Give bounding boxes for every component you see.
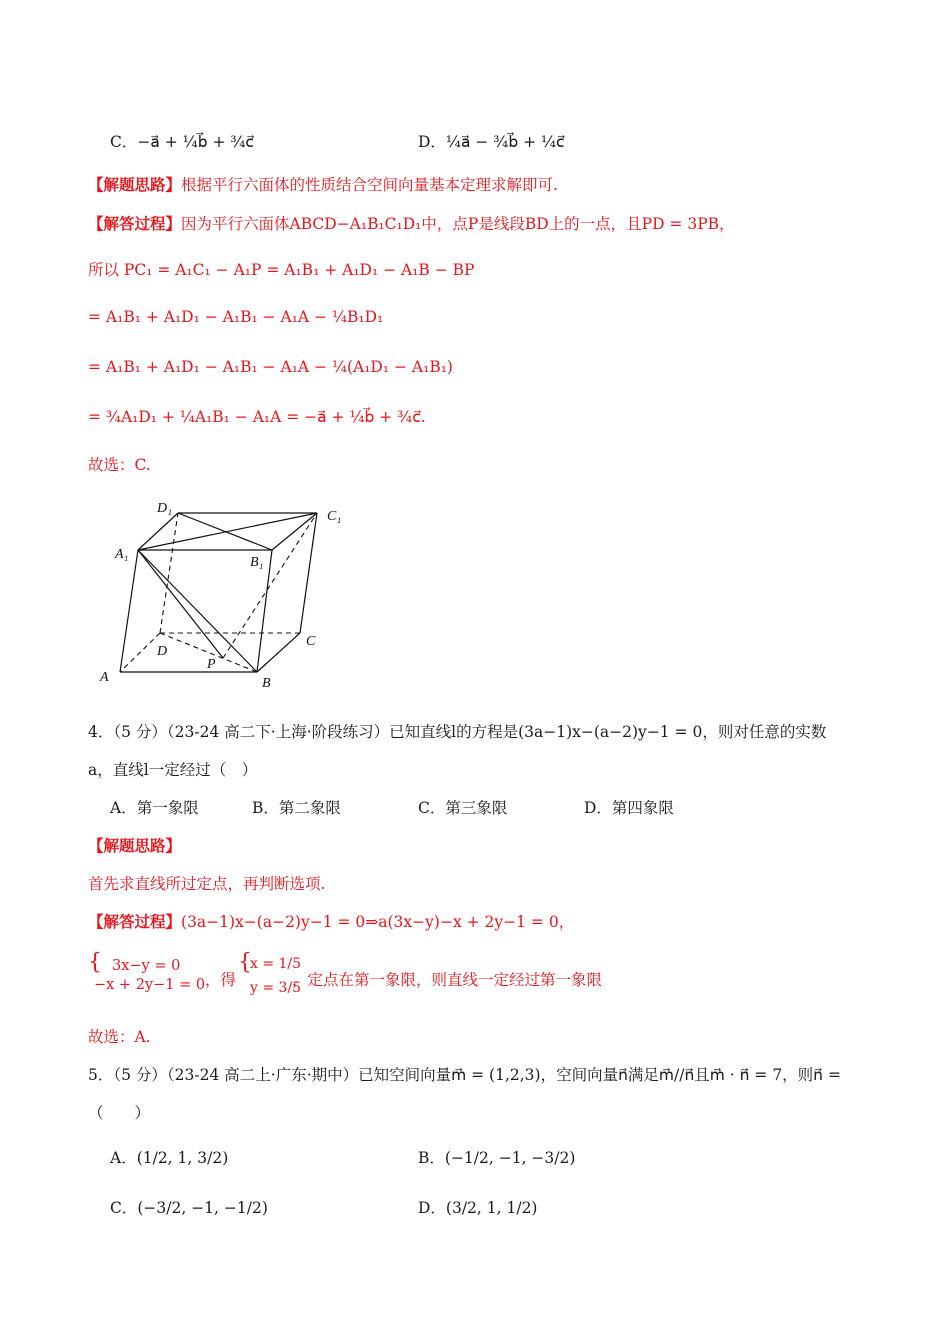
q4-solution-brace-left: {: [238, 950, 252, 975]
label-c: C: [306, 634, 316, 649]
q5-stem-line-2: （ ）: [88, 1104, 151, 1122]
q5-option-a: A．(1/2, 1, 3/2): [110, 1149, 229, 1167]
q3-step-3: = A₁B₁ + A₁D₁ − A₁B₁ − A₁A − ¼(A₁D₁ − A₁B₁): [88, 358, 453, 376]
q4-hint-text: 首先求直线所过定点，再判断选项.: [88, 875, 326, 893]
q4-system-eq-1: 3x−y = 0: [112, 958, 181, 974]
edge-a1-d1: [138, 513, 178, 550]
q4-system-eq-2: −x + 2y−1 = 0: [94, 977, 206, 993]
q5-option-b: B．(−1/2, −1, −3/2): [418, 1149, 576, 1167]
seg-a1-b: [138, 550, 257, 672]
diag-a1-c1: [138, 513, 317, 550]
q3-hint: [88, 173, 558, 195]
q3-process: [88, 212, 735, 234]
q4-process-label: 【解答过程】: [88, 912, 182, 931]
hidden-seg-p-c1: [223, 513, 317, 658]
label-c1: C₁: [327, 509, 342, 524]
q4-hint-label: 【解题思路】: [88, 836, 182, 855]
label-p: P: [207, 657, 216, 672]
q4-sol-x: x = 1/5: [250, 956, 302, 972]
label-d: D: [157, 644, 168, 659]
q3-step-4: = ¾A₁D₁ + ¼A₁B₁ − A₁A = −a⃗ + ¼b⃗ + ¾c⃗.: [88, 408, 426, 426]
q4-answer: 故选：A.: [88, 1028, 151, 1046]
label-b: B: [262, 676, 271, 691]
q3-process-text: 因为平行六面体ABCD−A₁B₁C₁D₁中，点P是线段BD上的一点，且PD = 3PB，: [181, 215, 735, 233]
q4-system-brace-left: {: [88, 950, 102, 975]
edge-c1-c: [300, 513, 317, 633]
label-a: A: [100, 670, 109, 685]
hidden-edge-d-a: [120, 633, 160, 672]
edge-c1-b1: [272, 513, 317, 550]
edge-b-c: [257, 633, 300, 672]
q3-option-c: C．−a⃗ + ¼b⃗ + ¾c⃗: [110, 133, 254, 151]
q4-stem-line-1: 4．（5 分）（23-24 高二下·上海·阶段练习）已知直线l的方程是(3a−1)x−(a−2)y−1 = 0，则对任意的实数: [88, 723, 827, 741]
q4-process-text: (3a−1)x−(a−2)y−1 = 0⇒a(3x−y)−x + 2y−1 = 0，: [181, 913, 575, 931]
q4-option-a: A．第一象限: [110, 799, 199, 817]
hidden-edge-d-d1: [160, 513, 178, 633]
label-a1: A₁: [115, 547, 129, 562]
q4-system-mid: ，得: [205, 971, 237, 989]
q3-answer: 故选：C.: [88, 456, 151, 474]
q3-hint-text: 根据平行六面体的性质结合空间向量基本定理求解即可.: [181, 176, 558, 194]
q4-sol-y: y = 3/5: [250, 980, 302, 996]
q4-stem-line-2: a，直线l一定经过（ ）: [88, 761, 258, 779]
q3-step-1: 所以 PC₁ = A₁C₁ − A₁P = A₁B₁ + A₁D₁ − A₁B − BP: [88, 261, 475, 279]
q5-option-c: C．(−3/2, −1, −1/2): [110, 1199, 268, 1217]
q3-option-d: D．¼a⃗ − ¾b⃗ + ¼c⃗: [418, 133, 565, 151]
parallelepiped-figure: [95, 498, 355, 698]
q4-conclusion: ，定点在第一象限，则直线一定经过第一象限: [292, 971, 603, 989]
label-d1: D₁: [157, 501, 172, 516]
q3-hint-label: 【解题思路】: [88, 175, 182, 194]
edge-a1-a: [120, 550, 138, 672]
q4-process: [88, 910, 574, 932]
q4-option-c: C．第三象限: [418, 799, 508, 817]
label-b1: B₁: [250, 555, 264, 570]
q4-option-b: B．第二象限: [252, 799, 341, 817]
q3-process-label: 【解答过程】: [88, 214, 182, 233]
q3-step-2: = A₁B₁ + A₁D₁ − A₁B₁ − A₁A − ¼B₁D₁: [88, 308, 384, 326]
q5-option-d: D．(3/2, 1, 1/2): [418, 1199, 538, 1217]
q4-option-d: D．第四象限: [584, 799, 674, 817]
q5-stem-line-1: 5．（5 分）（23-24 高二上·广东·期中）已知空间向量m⃗ = (1,2,3)，空间向量n⃗满足m⃗//n⃗且m⃗ · n⃗ = 7，则n⃗ =: [88, 1066, 841, 1084]
